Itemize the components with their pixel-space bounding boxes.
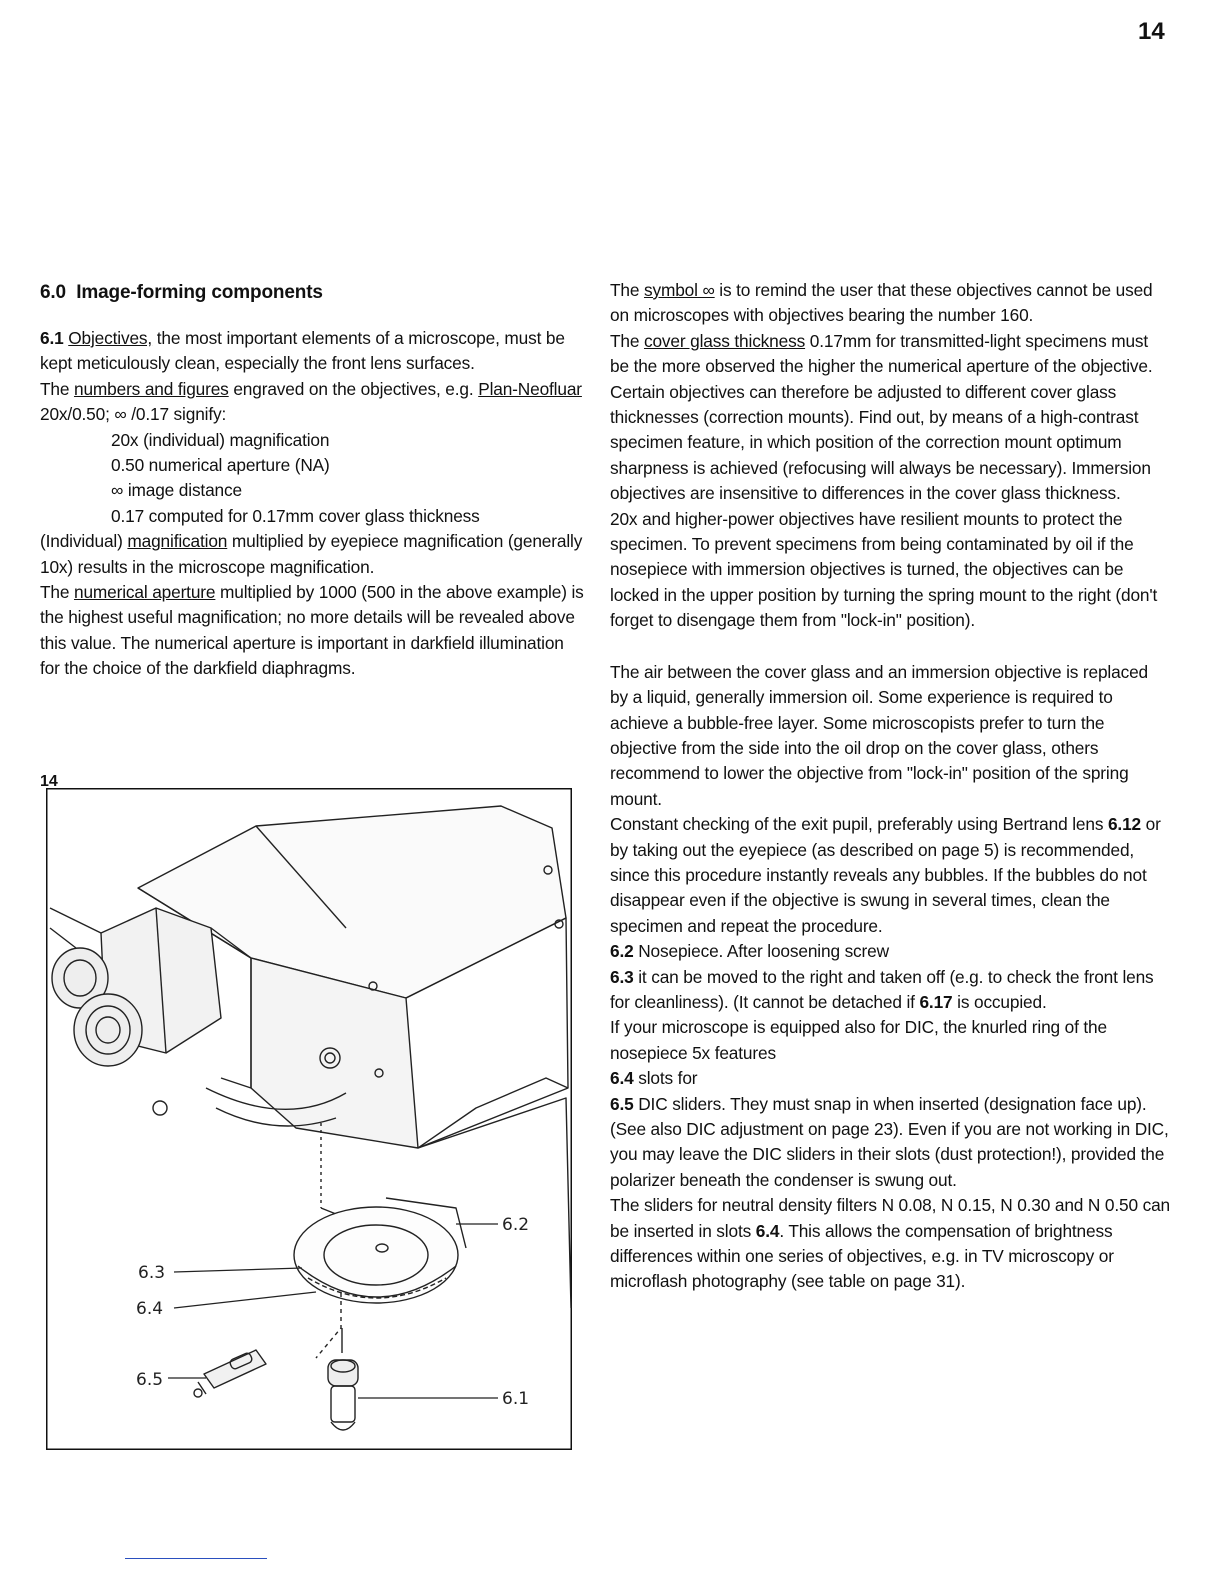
magnification-term: magnification <box>127 531 228 552</box>
nosepiece-paragraph <box>610 939 1170 964</box>
neutral-density-text-a: The sliders for neutral density filters N 0.08, N 0.15, N 0.30 and N 0.50 can be inserted in slots <box>610 1195 1170 1241</box>
section-heading-number: 6.0 <box>40 282 66 303</box>
list-item: 0.50 numerical aperture (NA) <box>111 455 330 476</box>
screw-text-a: it can be moved to the right and taken off (e.g. to check the front lens for cleanliness). (It cannot be detached if <box>610 966 1154 1012</box>
magnification-paragraph <box>40 529 585 580</box>
ref-6-4: 6.4 <box>610 1068 634 1089</box>
figure-number: 14 <box>40 773 58 790</box>
ref-6-17: 6.17 <box>919 991 953 1012</box>
ref-6-12: 6.12 <box>1107 814 1142 835</box>
list-item: ∞ image distance <box>111 480 242 501</box>
magnification-text-b: multiplied by eyepiece magnification (generally 10x) results in the microscope magnification. <box>40 531 583 577</box>
footer-rule <box>125 1558 267 1559</box>
cover-glass-paragraph <box>610 329 1170 507</box>
numbers-text-a: The <box>40 378 74 399</box>
exit-pupil-text-a: Constant checking of the exit pupil, preferably using Bertrand lens <box>610 814 1108 835</box>
objectives-paragraph <box>40 326 585 377</box>
dic-sliders-paragraph <box>610 1092 1170 1194</box>
nosepiece-text: Nosepiece. After loosening screw <box>633 941 889 962</box>
screw-paragraph <box>610 965 1170 1016</box>
screw-text-c: is occupied. <box>952 991 1047 1012</box>
ref-6-4-slots: 6.4 <box>755 1220 780 1241</box>
dic-paragraph: If your microscope is equipped also for DIC, the knurled ring of the nosepiece 5x features <box>610 1017 1107 1063</box>
objectives-text: the most important elements of a microscope, must be kept meticulously clean, especially the front lens surfaces. <box>40 328 565 374</box>
neutral-density-text-c: . This allows the compensation of brightness differences within one series of objectives, e.g. in TV microscopy or microflash photography (see table on page 31). <box>610 1220 1114 1292</box>
slots-text: slots for <box>633 1068 698 1089</box>
plan-neofluar-term: Plan-Neofluar <box>478 378 582 399</box>
list-item: 0.17 computed for 0.17mm cover glass thickness <box>111 505 480 526</box>
exit-pupil-text-c: or by taking out the eyepiece (as described on page 5) is recommended, since this procedure instantly reveals any bubbles. If the bubbles do not disappear even if the objective is swung in several times, clean the specimen and repeat the procedure. <box>610 814 1161 936</box>
numbers-term: numbers and figures <box>73 378 229 399</box>
symbol-text-b: is to remind the user that these objectives cannot be used on microscopes with objectives bearing the number 160. <box>610 280 1153 326</box>
numbers-paragraph <box>40 377 585 428</box>
label-6-3: 6.3 <box>138 1263 166 1283</box>
label-6-5: 6.5 <box>136 1370 164 1390</box>
aperture-text-b: multiplied by 1000 (500 in the above example) is the highest useful magnification; no more details will be revealed above this value. The numerical aperture is important in darkfield illumination for the choice of the darkfield diaphragms. <box>40 582 584 679</box>
figure-microscope-nosepiece <box>46 788 572 1450</box>
label-6-2: 6.2 <box>502 1215 530 1235</box>
numbers-text-b: engraved on the objectives, e.g. <box>228 378 479 399</box>
immersion-paragraph: The air between the cover glass and an immersion objective is replaced by a liquid, generally immersion oil. Some experience is required to achieve a bubble-free layer. Some microscopists prefer to turn the objective from the side into the oil drop on the cover glass, others recommend to lower the objective from "lock-in" position of the spring mount. <box>610 661 1148 809</box>
objectives-term: Objectives, <box>68 328 153 348</box>
ref-6-5: 6.5 <box>610 1093 634 1114</box>
label-6-4: 6.4 <box>136 1299 164 1319</box>
exit-pupil-paragraph <box>610 812 1170 939</box>
subsection-number: 6.1 <box>40 328 64 348</box>
magnification-text-a: (Individual) <box>40 531 128 552</box>
resilient-mounts-paragraph: 20x and higher-power objectives have resilient mounts to protect the specimen. To prevent specimens from being contaminated by oil if the nosepiece with immersion objectives is turned, the objectives can be locked in the upper position by turning the spring mount to the right (don't forget to disengage them from "lock-in" position). <box>610 508 1158 631</box>
dic-sliders-text: DIC sliders. They must snap in when inserted (designation face up). (See also DIC adjustment on page 23). Even if you are not working in DIC, you may leave the DIC sliders in their slots (dust protection!), provided the polarizer beneath the condenser is swung out. <box>610 1093 1169 1190</box>
list-item: 20x (individual) magnification <box>111 429 330 450</box>
left-column <box>40 280 585 682</box>
specification-list <box>40 428 585 530</box>
section-heading <box>40 280 585 306</box>
page-number: 14 <box>1138 18 1165 45</box>
symbol-term: symbol ∞ <box>643 280 715 300</box>
microscope-illustration <box>46 788 572 1450</box>
aperture-text-a: The <box>40 582 74 603</box>
cover-glass-term: cover glass thickness <box>643 330 806 351</box>
label-6-1: 6.1 <box>502 1389 530 1409</box>
aperture-paragraph <box>40 580 585 682</box>
right-column <box>610 278 1170 1295</box>
ref-6-2: 6.2 <box>610 941 634 962</box>
cover-glass-text-b: 0.17mm for transmitted-light specimens must be the more observed the higher the numerical aperture of the objective. Certain objectives can therefore be adjusted to different cover glass thicknesses (correction mounts). Find out, by means of a high-contrast specimen feature, in which position of the correction mount optimum sharpness is achieved (refocusing will always be necessary). Immersion objectives are insensitive to differences in the cover glass thickness. <box>610 330 1153 504</box>
symbol-text-a: The <box>610 280 644 300</box>
section-heading-text: Image-forming components <box>76 282 323 303</box>
cover-glass-text-a: The <box>610 330 644 351</box>
slots-paragraph <box>610 1066 1170 1091</box>
numbers-text-c: 20x/0.50; ∞ /0.17 signify: <box>40 404 227 425</box>
ref-6-3: 6.3 <box>610 966 634 987</box>
neutral-density-paragraph <box>610 1193 1170 1295</box>
symbol-paragraph <box>610 278 1170 329</box>
aperture-term: numerical aperture <box>73 582 216 603</box>
